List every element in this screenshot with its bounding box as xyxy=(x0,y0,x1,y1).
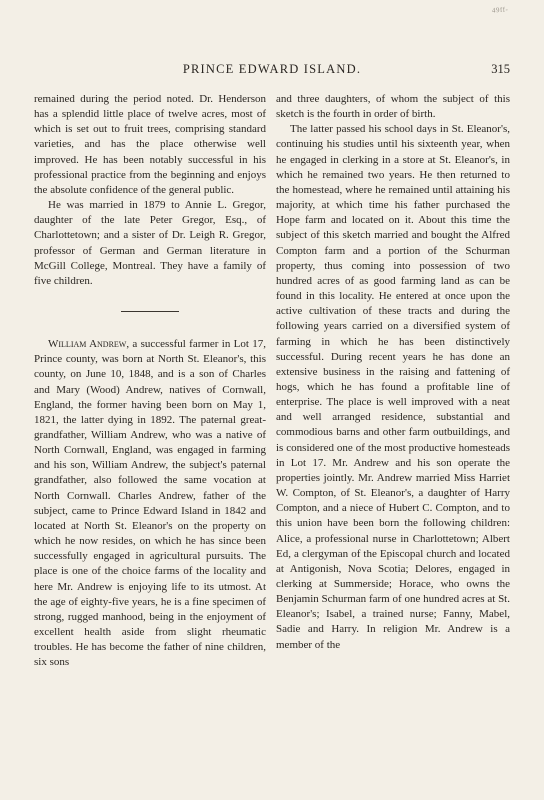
corner-pencil-mark: 49ff- xyxy=(491,5,509,15)
paragraph-continuation-right: and three daughters, of whom the subject of this sketch is the fourth in order of birth. xyxy=(276,93,510,121)
running-header xyxy=(34,62,510,78)
running-title: PRINCE EDWARD ISLAND. xyxy=(182,62,362,76)
paragraph-continuation: remained during the period noted. Dr. Henderson has a splendid little place of twelve acres, most of which is set out to fruit trees, comprising standard varieties, and has the place otherwise well improved. He has been notably successful in his professional practice from the beginning and enjoys the absolute confidence of the general public. xyxy=(34,93,266,196)
right-column xyxy=(276,92,510,653)
paragraph-school-days: The latter passed his school days in St. Eleanor's, continuing his studies until his sixteenth year, when he engaged in clerking in a store at St. Eleanor's, in which he remained two years. He then returned to the homestead, where he remained until attaining his majority, at which time his father purchased the Hope farm and located on it. About this time the subject of this sketch married and bought the Alfred Compton farm and a portion of the Schurman property, thus coming into possession of two hundred acres of as good farming land as can be found in this locality. He entered at once upon the active cultivation of these tracts and during the following years carried on a diversified system of farming in which he has been distinctively successful. During recent years he has done an extensive business in the raising and fattening of hogs, which he has found a profitable line of enterprise. The place is well improved with a neat and well arranged residence, substantial and commodious barns and other farm outbuildings, and is considered one of the most productive homesteads in Lot 17. Mr. Andrew and his son operate the properties jointly. Mr. Andrew married Miss Harriet W. Compton, of St. Eleanor's, a daughter of Harry Compton, and a niece of Hubert C. Compton, and to this union have been born the following children: Alice, a professional nurse in Charlottetown; Albert Ed, a clergyman of the Episcopal church and located at Antigonish, Nova Scotia; Delores, engaged in clerking at Summerside; Horace, who owns the Benjamin Schurman farm of one hundred acres at St. Eleanor's; Isabel, a trained nurse; Fanny, Mabel, Sadie and Harry. In religion Mr. Andrew is a member of the xyxy=(276,123,510,651)
section-divider xyxy=(121,311,179,312)
left-column xyxy=(34,92,266,670)
paragraph-marriage: He was married in 1879 to Annie L. Gregor, daughter of the late Peter Gregor, Esq., of Charlottetown; and a sister of Dr. Leigh R. Gregor, professor of German and German literature in McGill College, Montreal. They have a family of five children. xyxy=(34,199,266,287)
page-number: 315 xyxy=(491,62,510,76)
subject-name: William Andrew xyxy=(48,338,127,351)
paragraph-william-andrew-text: , a successful farmer in Lot 17, Prince county, was born at North St. Eleanor's, this county, on June 10, 1848, and is a son of Charles and Mary (Wood) Andrew, natives of Cornwall, England, the former having been born on May 1, 1821, the latter dying in 1892. The paternal great-grandfather, William Andrew, who was a native of North Cornwall, England, was engaged in farming and his son, William Andrew, the subject's paternal grandfather, also followed the same vocation at North Cornwall. Charles Andrew, father of the subject, came to Prince Edward Island in 1842 and located at North St. Eleanor's on the property on which he now resides, on which he has since been successfully engaged in agricultural pursuits. The place is one of the choice farms of the locality and here Mr. Andrew is enjoying life to its utmost. At the age of eighty-five years, he is a fine specimen of strong, rugged manhood, being in the enjoyment of excellent health aside from slight rheumatic troubles. He has become the father of nine children, six sons xyxy=(34,338,266,669)
paragraph-william-andrew xyxy=(34,337,266,670)
